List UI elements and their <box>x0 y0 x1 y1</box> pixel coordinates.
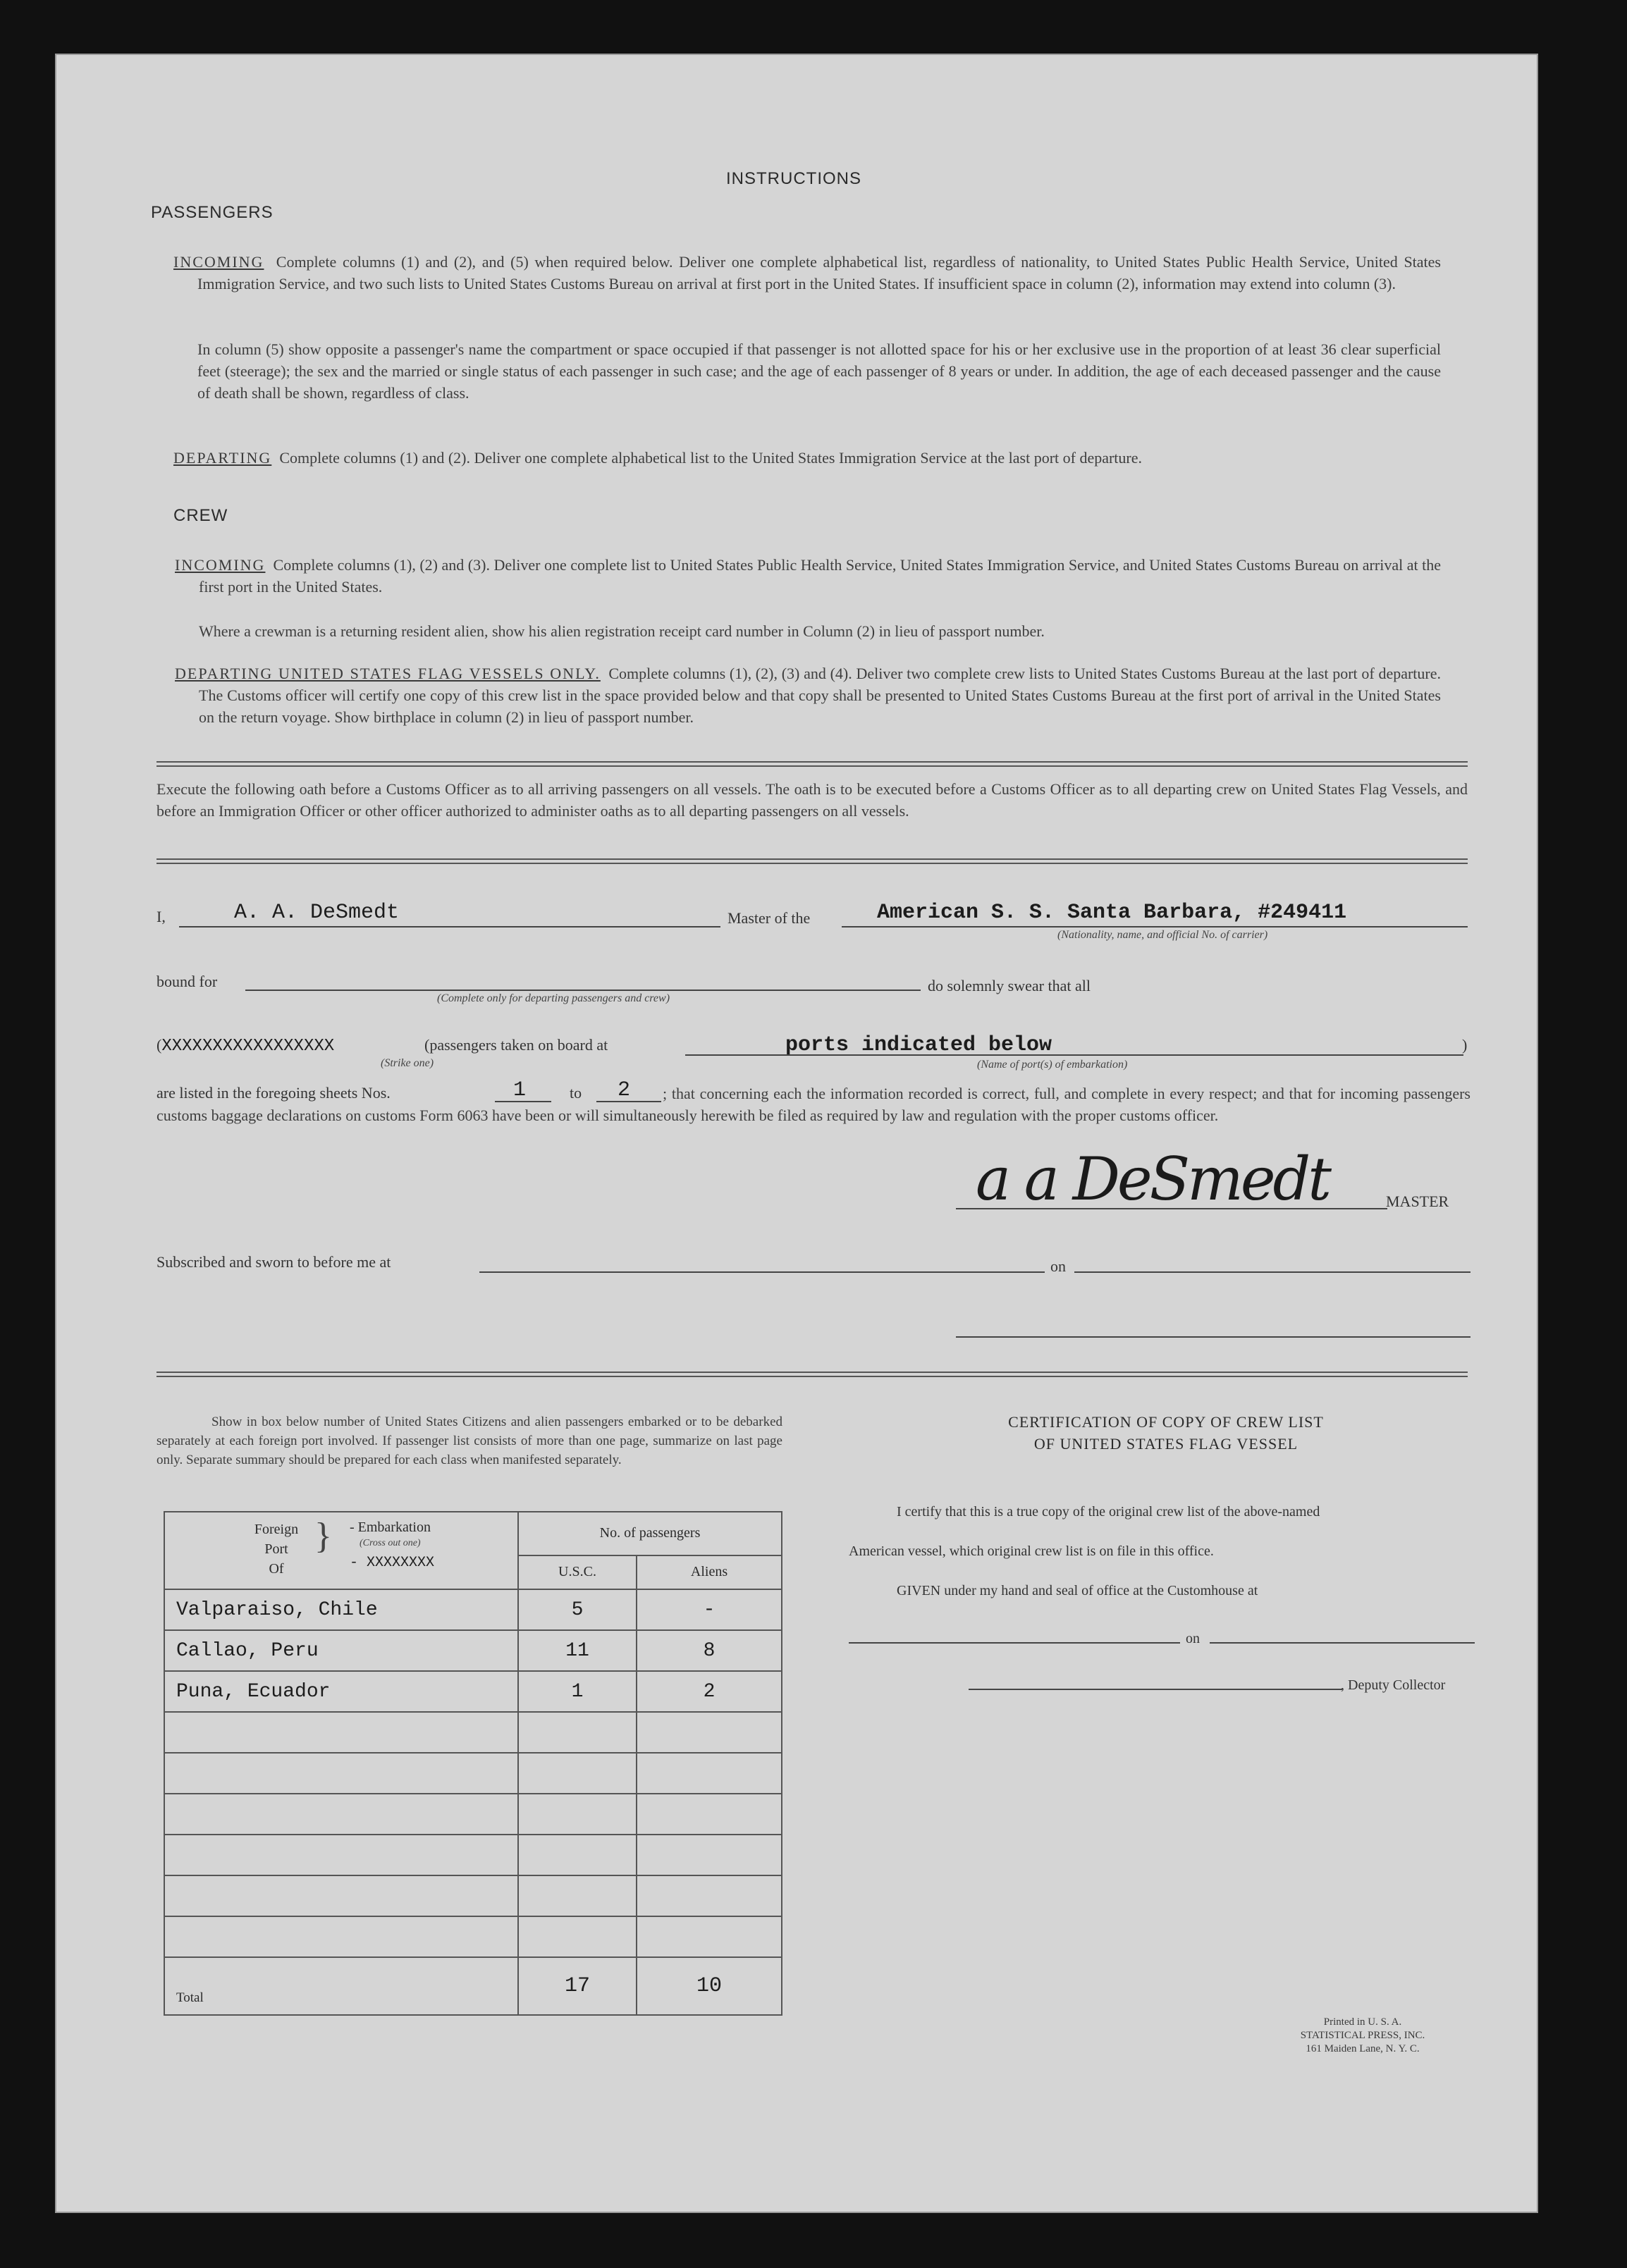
foreign-label: Foreign <box>254 1522 299 1537</box>
table-row-empty <box>164 1835 782 1875</box>
port-cell: Valparaiso, Chile <box>164 1589 518 1630</box>
aliens-header: Aliens <box>637 1555 782 1589</box>
to-label: to <box>570 1084 582 1102</box>
passengers-incoming-paragraph <box>173 251 1441 295</box>
certification-title-line1: CERTIFICATION OF COPY OF CREW LIST <box>1008 1413 1324 1431</box>
certification-title-line2: OF UNITED STATES FLAG VESSEL <box>1033 1435 1298 1453</box>
strike-caption: (Strike one) <box>381 1057 434 1069</box>
certification-on-label: on <box>1186 1631 1200 1646</box>
passengers-taken-label: (passengers taken on board at <box>424 1036 608 1054</box>
embarkation-ports: ports indicated below <box>785 1033 1052 1057</box>
table-row <box>164 1671 782 1712</box>
usc-cell: 1 <box>518 1671 637 1712</box>
usc-cell: 5 <box>518 1589 637 1630</box>
master-name-line <box>179 926 720 927</box>
bound-for-label: bound for <box>156 973 218 990</box>
aliens-cell: 2 <box>637 1671 782 1712</box>
subscribed-on-label: on <box>1050 1257 1066 1275</box>
port-cell: Callao, Peru <box>164 1630 518 1671</box>
divider <box>156 858 1468 864</box>
oath-intro: Execute the following oath before a Customs Officer as to all arriving passengers on all vessels. The oath is to be executed before a Customs Officer as to all departing crew on United States Flag Vessels, and before an Immigration Officer or other officer authorized to administer oaths as to all departing passengers on all vessels. <box>156 780 1468 820</box>
subscribed-label: Subscribed and sworn to before me at <box>156 1253 391 1271</box>
deputy-collector-label: , Deputy Collector <box>1341 1677 1446 1693</box>
aliens-cell: - <box>637 1589 782 1630</box>
table-row-empty <box>164 1753 782 1794</box>
crew-departing-text: Complete columns (1), (2), (3) and (4). Deliver two complete crew lists to United States Customs Bureau at the last port of departure. The Customs officer will certify one copy of this crew list in the space provided below and that copy shall be presented to United States Customs Bureau at the first port of arrival in the United States on the return voyage. Show birthplace in column (2) in lieu of passport number. <box>199 665 1442 726</box>
subscribed-place-line <box>479 1271 1045 1273</box>
summary-instructions: Show in box below number of United States Citizens and alien passengers embarked or to be debarked separately at each foreign port involved. If passenger list consists of more than one page, summarize on last page only. Separate summary should be prepared for each class when manifested separately. <box>156 1415 782 1467</box>
total-aliens: 10 <box>637 1957 782 2015</box>
subscribed-date-line <box>1074 1271 1471 1273</box>
table-row-empty <box>164 1916 782 1957</box>
crew-incoming-label: INCOMING <box>175 556 266 574</box>
usc-header: U.S.C. <box>518 1555 637 1589</box>
table-row-empty <box>164 1794 782 1835</box>
table-row-empty <box>164 1875 782 1916</box>
crew-departing-paragraph <box>175 662 1442 728</box>
passenger-summary-table <box>164 1511 782 2016</box>
table-row <box>164 1630 782 1671</box>
certification-date-line <box>1210 1642 1475 1644</box>
master-signature: a a DeSmedt <box>976 1145 1330 1214</box>
master-of-label: Master of the <box>727 909 811 927</box>
sheet-to: 2 <box>618 1078 631 1102</box>
passengers-heading: PASSENGERS <box>151 203 274 222</box>
listed-label: are listed in the foregoing sheets Nos. <box>156 1084 391 1102</box>
crew-incoming-paragraph <box>175 554 1441 598</box>
certification-text2: American vessel, which original crew list is on file in this office. <box>849 1543 1214 1559</box>
swear-text: do solemnly swear that all <box>928 977 1091 994</box>
certification-text3: GIVEN under my hand and seal of office at the Customhouse at <box>897 1583 1258 1598</box>
vessel-name: American S. S. Santa Barbara, #249411 <box>877 901 1347 925</box>
divider <box>156 1372 1468 1377</box>
port-cell: Puna, Ecuador <box>164 1671 518 1712</box>
port-label: Port <box>264 1541 288 1557</box>
printer-line2: STATISTICAL PRESS, INC. <box>1300 2030 1425 2041</box>
passengers-departing-label: DEPARTING <box>173 449 272 467</box>
crew-departing-label: DEPARTING UNITED STATES FLAG VESSELS ONLY. <box>175 665 601 682</box>
table-row <box>164 1589 782 1630</box>
of-label: Of <box>269 1561 284 1577</box>
bound-for-line <box>245 990 921 991</box>
embarkation-caption: (Name of port(s) of embarkation) <box>977 1059 1128 1071</box>
table-total-row <box>164 1957 782 2015</box>
certification-title <box>842 1411 1490 1455</box>
cross-out-caption: (Cross out one) <box>360 1538 421 1548</box>
usc-cell: 11 <box>518 1630 637 1671</box>
page-title: INSTRUCTIONS <box>726 169 861 188</box>
debarkation-struck: - XXXXXXXX <box>350 1555 435 1571</box>
brace: } <box>314 1516 332 1556</box>
oath-statement: ; that concerning each the information recorded is correct, full, and complete in every respect; and that for incoming passengers customs baggage declarations on customs Form 6063 have been or will simultaneously herewith be filed as required by law and regulation with the proper customs officer. <box>156 1085 1471 1124</box>
master-name: A. A. DeSmedt <box>234 901 400 925</box>
bound-for-caption: (Complete only for departing passengers and crew) <box>437 992 670 1004</box>
divider <box>156 761 1468 767</box>
vessel-line <box>842 926 1468 927</box>
printer-line1: Printed in U. S. A. <box>1323 2016 1402 2028</box>
deputy-signature-line <box>969 1689 1342 1690</box>
embarkation-header: - Embarkation <box>350 1520 431 1535</box>
table-row-empty <box>164 1712 782 1753</box>
crew-incoming-text: Complete columns (1), (2) and (3). Deliver one complete list to United States Public Health Service, United States Immigration Service, and United States Customs Bureau on arrival at the first port in the United States. <box>199 556 1441 596</box>
passengers-column5-paragraph: In column (5) show opposite a passenger's name the compartment or space occupied if that passenger is not allotted space for his or her exclusive use in the proportion of at least 36 clear superficial feet (steerage); the sex and the married or single status of each passenger in such case; and the age of each passenger of 8 years or under. In addition, the age of each deceased passenger and the cause of death shall be shown, regardless of class. <box>197 340 1441 402</box>
total-usc: 17 <box>518 1957 637 2015</box>
table-header-row <box>164 1512 782 1555</box>
total-label: Total <box>164 1957 518 2015</box>
crew-heading: CREW <box>173 506 228 525</box>
passengers-departing-paragraph <box>173 447 1441 469</box>
no-passengers-header: No. of passengers <box>518 1512 782 1555</box>
aliens-cell: 8 <box>637 1630 782 1671</box>
officer-signature-line <box>956 1336 1471 1338</box>
passengers-incoming-label: INCOMING <box>173 253 264 271</box>
oath-i-label: I, <box>156 908 166 925</box>
signature-line <box>956 1208 1387 1209</box>
passengers-departing-text: Complete columns (1) and (2). Deliver one complete alphabetical list to the United States Immigration Service at the last port of departure. <box>279 449 1143 467</box>
struck-crew-text: XXXXXXXXXXXXXXXXX <box>161 1037 335 1056</box>
printer-line3: 161 Maiden Lane, N. Y. C. <box>1306 2043 1420 2054</box>
passengers-incoming-text: Complete columns (1) and (2), and (5) when required below. Deliver one complete alphabetical list, regardless of nationality, to United States Public Health Service, United States Immigration Service, and two such lists to United States Customs Bureau on arrival at first port in the United States. If insufficient space in column (2), information may extend into column (3). <box>197 253 1441 292</box>
struck-option: (XXXXXXXXXXXXXXXXX <box>156 1036 335 1056</box>
master-label: MASTER <box>1386 1192 1449 1210</box>
crew-alien-paragraph: Where a crewman is a returning resident alien, show his alien registration receipt card number in Column (2) in lieu of passport number. <box>199 622 1045 640</box>
sheet-from: 1 <box>513 1078 527 1102</box>
customhouse-line <box>849 1642 1180 1644</box>
vessel-caption: (Nationality, name, and official No. of carrier) <box>1057 929 1268 941</box>
close-paren: ) <box>1462 1036 1468 1054</box>
certification-text1: I certify that this is a true copy of the original crew list of the above-named <box>897 1504 1320 1520</box>
printer-imprint <box>1246 2016 1479 2056</box>
port-header-cell <box>164 1512 518 1589</box>
